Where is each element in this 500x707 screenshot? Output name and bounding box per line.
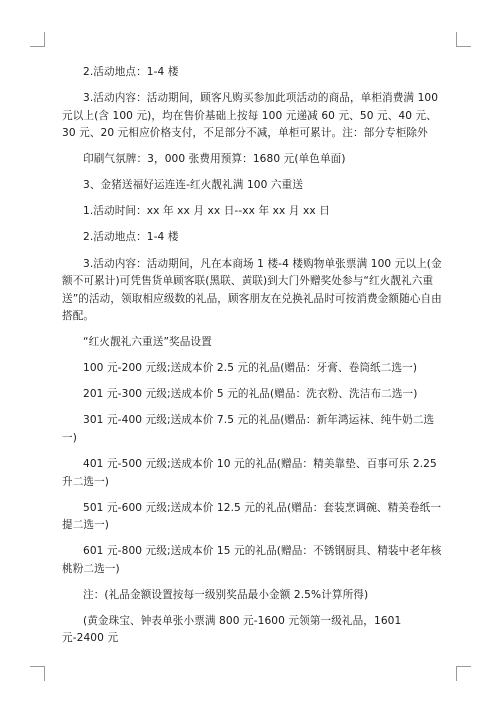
crop-mark-top-left <box>30 32 45 47</box>
prize-tier-6: 601 元-800 元级;送成本价 15 元的礼品(赠品：不锈钢厨具、精装中老年核桃粉二选一) <box>62 545 442 575</box>
paragraph-activity-content: 3.活动内容：活动期间，顾客凡购买参加此项活动的商品，单柜消费满 100 元以上(含 100 元)，均在售价基础上按每 100 元递减 60 元、50 元、40 元、30 元、20 元相应价格支付，不足部分不减，单柜可累计。注：部分专柜除外 <box>62 92 439 140</box>
paragraph-print-budget: 印刷气氛牌：3，000 张费用预算：1680 元(单色单面) <box>83 153 346 166</box>
prize-tier-1: 100 元-200 元级;送成本价 2.5 元的礼品(赠品：牙膏、卷筒纸二选一) <box>83 362 418 375</box>
prize-settings-heading: “红火靓礼六重送”奖品设置 <box>83 336 212 349</box>
prize-tier-2: 201 元-300 元级;送成本价 5 元的礼品(赠品：洗衣粉、洗洁布二选一) <box>83 388 418 401</box>
crop-mark-bottom-right <box>456 666 471 681</box>
section-heading: 3、金猪送福好运连连-红火靓礼满 100 六重送 <box>83 179 304 192</box>
paragraph-location-2: 2.活动地点：1-4 楼 <box>83 231 179 244</box>
crop-mark-bottom-left <box>30 666 45 681</box>
prize-tier-3: 301 元-400 元级;送成本价 7.5 元的礼品(赠品：新年鸿运袜、纯牛奶二选一) <box>62 414 435 444</box>
prize-tier-5: 501 元-600 元级;送成本价 12.5 元的礼品(赠品：套装烹调碗、精美卷纸一提二选一) <box>62 501 442 532</box>
jewelry-note: (黄金珠宝、钟表单张小票满 800 元-1600 元领第一级礼品，1601 元-2400 元 <box>62 614 402 645</box>
crop-mark-top-right <box>456 32 471 47</box>
paragraph-activity-content-2: 3.活动内容：活动期间，凡在本商场 1 楼-4 楼购物单张票满 100 元以上(金额不可累计)可凭售货单顾客联(黑联、黄联)到大门外赠奖处参与“红火靓礼六重送”的活动，领取相应级数的礼品，顾客朋友在兑换礼品时可按消费金额随心自由搭配。 <box>62 257 442 323</box>
prize-note: 注：(礼品金额设置按每一级别奖品最小金额 2.5%计算所得) <box>83 588 369 601</box>
paragraph-location: 2.活动地点：1-4 楼 <box>83 66 179 78</box>
paragraph-activity-time: 1.活动时间：xx 年 xx 月 xx 日--xx 年 xx 月 xx 日 <box>83 205 330 218</box>
prize-tier-4: 401 元-500 元级;送成本价 10 元的礼品(赠品：精美靠垫、百事可乐 2.25 升二选一) <box>62 458 437 488</box>
document-body <box>62 64 442 657</box>
